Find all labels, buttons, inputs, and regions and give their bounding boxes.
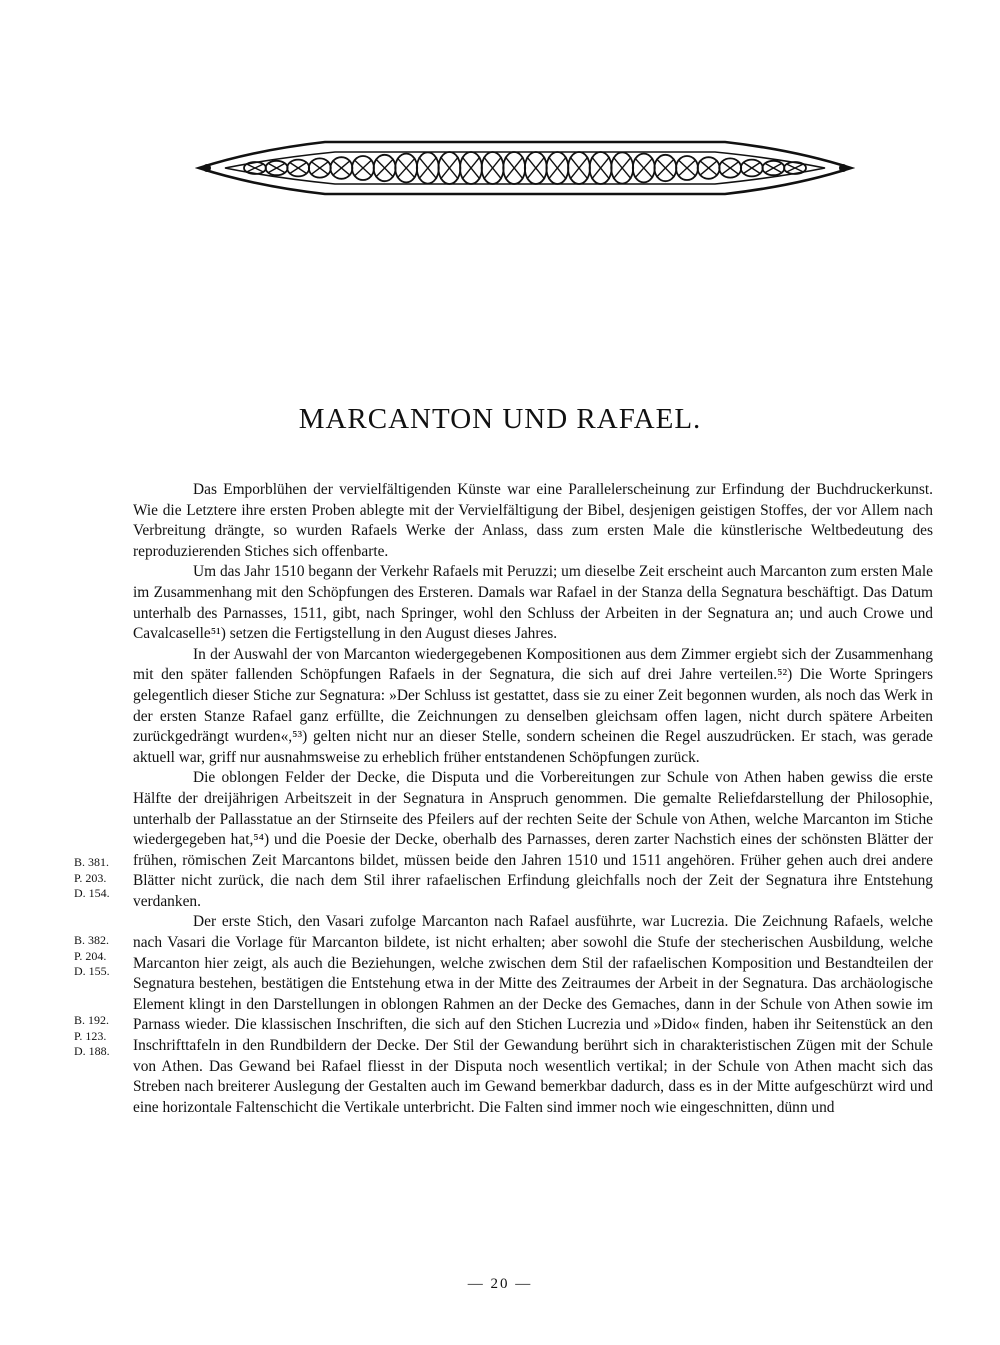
body-text [133, 480, 933, 1118]
paragraph: Die oblongen Felder der Decke, die Disputa und die Vorbereitungen zur Schule von Athen haben gewiss die erste Hälfte der dreijährigen Arbeitszeit in der Segnatura in Anspruch genommen. Die gemalte Reliefdarstellung der Philosophie, unterhalb der Pallasstatue an der Stirnseite des Pfeilers auf der rechten Seite der Schule von Athen, welche Marcanton im Stiche wiedergegeben hat,⁵⁴) und die Poesie der Decke, oberhalb des Parnasses, deren zarter Nachstich eines der schönsten Blätter der frühen, römischen Zeit Marcantons bildet, müssen beide den Jahren 1510 und 1511 angehören. Früher gehen auch drei andere Blätter nicht zurück, die nach dem Stil ihrer rafaelischen Erfindung gleichfalls noch der Zeit der Segnatura ihre Entstehung verdanken. [133, 769, 933, 910]
paragraph: Der erste Stich, den Vasari zufolge Marcanton nach Rafael ausführte, war Lucrezia. Die Zeichnung Rafaels, welche nach Vasari die Vorlage für Marcanton bildete, ist nicht erhalten; aber sowohl die Stufe der stecherischen Ausbildung, welche Marcanton hier zeigt, als auch die Beziehungen, welche zwischen dem Stil der rafaelischen Komposition und Bestandteilen der Segnatura bestehen, bestätigen die Entstehung etwa in der Mitte des Zeitraumes der Arbeit in der Segnatura. Das archäologische Element klingt in den Darstellungen in oblongen Rahmen an der Decke des Gemaches, dann in der Schule von Athen sowie im Parnass wieder. Die klassischen Inschriften, die sich auf den Stichen Lucrezia und »Dido« finden, haben ihr Seitenstück an den Inschrifttafeln in den Rundbildern der Decke. Der Stil der Gewandung berührt sich in charakteristischen Zügen mit der Schule von Athen. Das Gewand bei Rafael fliesst in der Disputa noch wesentlich vertikal; in der Schule von Athen macht sich das Streben nach breiterer Auslegung der Gestalten auch im Gewand bemerkbar dadurch, dass es in der Mitte aufgeschürzt wird und eine horizontale Faltenschicht die Vertikale unterbricht. Die Falten sind immer noch wie eingeschnitten, dünn und [133, 913, 933, 1116]
ornamental-headpiece [195, 128, 855, 208]
page-number: — 20 — [467, 1276, 533, 1292]
margin-reference: B. 192. P. 123. D. 188. [74, 1013, 110, 1058]
paragraph: Um das Jahr 1510 begann der Verkehr Rafaels mit Peruzzi; um dieselbe Zeit erscheint auch Marcanton zum ersten Male im Zusammenhang mit den Schöpfungen des Ersteren. Damals war Rafael in der Stanza della Segnatura beschäftigt. Das Datum unterhalb des Parnasses, 1511, gibt, nach Springer, wohl den Schluss der Arbeiten in der Segnatura an; und auch Crowe und Cavalcaselle⁵¹) setzen die Fertigstellung in den August dieses Jahres. [133, 563, 933, 643]
margin-reference: B. 382. P. 204. D. 155. [74, 933, 110, 978]
chapter-title: MARCANTON UND RAFAEL. [298, 403, 702, 436]
paragraph: Das Emporblühen der vervielfältigenden Künste war eine Parallelerscheinung zur Erfindung der Buchdruckerkunst. Wie die Letztere ihre ersten Proben ablegte mit der Vervielfältigung der Bibel, desjenigen geistigen Stoffes, der vor Allem nach Verbreitung drängte, so wurden Rafaels Werke der Anlass, dass zum ersten Male die künstlerische Weltbedeutung des reproduzierenden Stiches sich offenbarte. [133, 481, 933, 560]
margin-reference: B. 381. P. 203. D. 154. [74, 855, 110, 900]
paragraph: In der Auswahl der von Marcanton wiedergegebenen Kompositionen aus dem Zimmer ergiebt sich der Zusammenhang mit den später fallenden Schöpfungen Rafaels in der Segnatura, die sich auf drei Jahre verteilen.⁵²) Die Worte Springers gelegentlich dieser Stiche zur Segnatura: »Der Schluss ist gestattet, dass sie zu einer Zeit begonnen wurden, als noch das Werk in der ersten Stanze Rafael ganz erfüllte, die Zeichnungen zu denselben gleichsam offen lagen, nicht durch spätere Arbeiten zurückgedrängt wurden«,⁵³) gelten nicht nur an dieser Stelle, sondern scheinen die Regel auszudrücken. Er stach, was gerade aktuell war, griff nur ausnahmsweise zu erheblich früher entstandenen Schöpfungen zurück. [133, 645, 933, 766]
